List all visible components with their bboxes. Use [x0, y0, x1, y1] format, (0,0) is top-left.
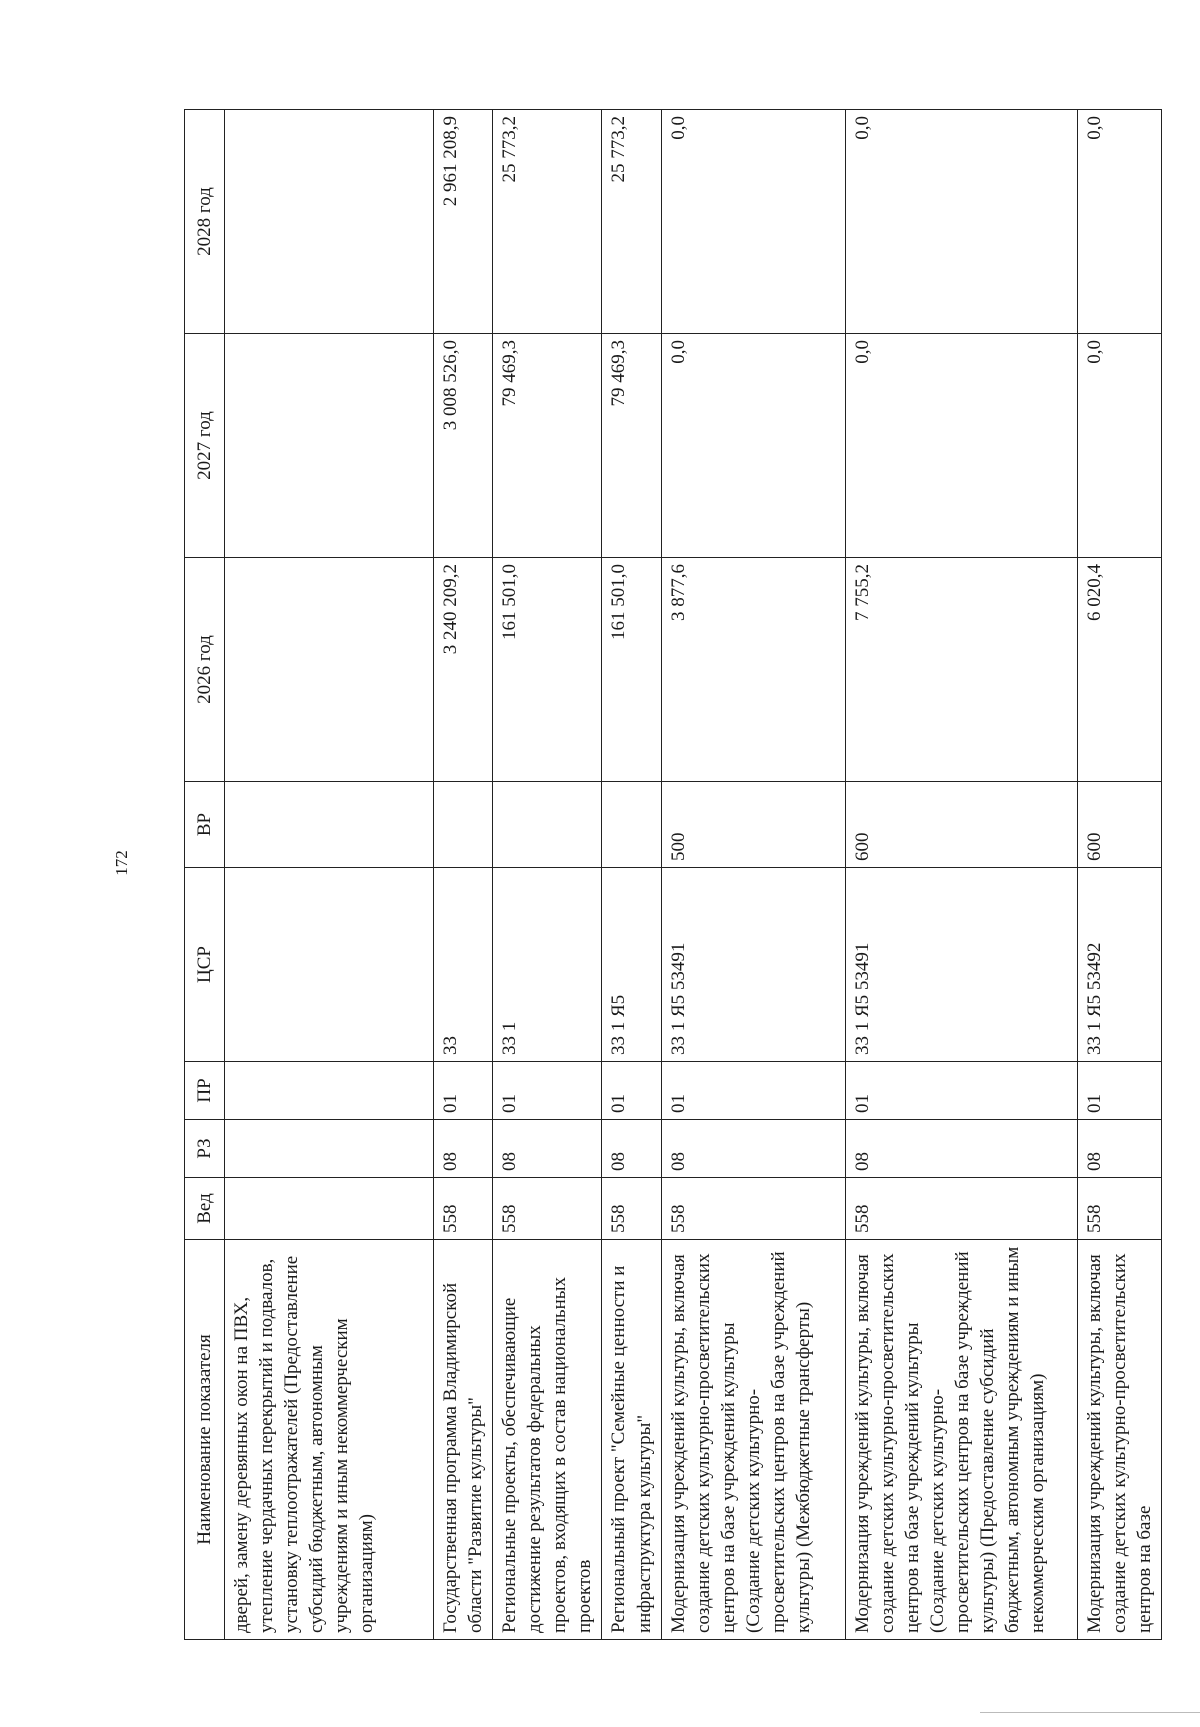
header-2028: 2028 год: [185, 110, 225, 334]
row-rz: 08: [661, 1120, 845, 1178]
row-name: дверей, замену деревянных окон на ПВХ, утепление чердачных перекрытий и подвалов, установку теплоотражателей (Предоставление субсидий бюджетным, автономным учреждениям и иным некоммерческим организациям): [225, 1240, 434, 1640]
row-rz: 08: [1077, 1120, 1161, 1178]
table-row: [225, 110, 434, 1640]
row-vr: [493, 782, 602, 868]
table-row: [845, 110, 1077, 1640]
row-vr: 600: [1077, 782, 1161, 868]
row-pr: 01: [602, 1062, 661, 1120]
header-2026: 2026 год: [185, 558, 225, 782]
row-pr: [225, 1062, 434, 1120]
budget-table: [184, 109, 1162, 1640]
row-ved: 558: [661, 1178, 845, 1240]
row-csr: 33: [434, 868, 493, 1062]
row-2027: 0,0: [1077, 334, 1161, 558]
table-row: [493, 110, 602, 1640]
row-csr: 33 1 Я5 53491: [661, 868, 845, 1062]
row-name: Модернизация учреждений культуры, включая создание детских культурно-просветительских центров на базе учреждений культуры (Создание детских культурно-просветительских центров на базе учреждений культуры) (Предоставление субсидий бюджетным, автономным учреждениям и иным некоммерческим организациям): [845, 1240, 1077, 1640]
row-name: Региональные проекты, обеспечивающие достижение результатов федеральных проектов, входящих в состав национальных проектов: [493, 1240, 602, 1640]
table-row: [1077, 110, 1161, 1640]
row-ved: 558: [602, 1178, 661, 1240]
table-row: [602, 110, 661, 1640]
row-pr: 01: [845, 1062, 1077, 1120]
row-ved: 558: [434, 1178, 493, 1240]
row-pr: 01: [434, 1062, 493, 1120]
row-2026: 7 755,2: [845, 558, 1077, 782]
row-2026: 161 501,0: [602, 558, 661, 782]
row-2027: 3 008 526,0: [434, 334, 493, 558]
table-row: [434, 110, 493, 1640]
row-2027: [225, 334, 434, 558]
row-ved: 558: [1077, 1178, 1161, 1240]
row-vr: [225, 782, 434, 868]
row-pr: 01: [1077, 1062, 1161, 1120]
row-pr: 01: [661, 1062, 845, 1120]
row-vr: [434, 782, 493, 868]
header-pr: ПР: [185, 1062, 225, 1120]
row-rz: 08: [602, 1120, 661, 1178]
header-ved: Вед: [185, 1178, 225, 1240]
row-vr: 600: [845, 782, 1077, 868]
header-2027: 2027 год: [185, 334, 225, 558]
header-csr: ЦСР: [185, 868, 225, 1062]
row-2026: 3 877,6: [661, 558, 845, 782]
row-ved: 558: [845, 1178, 1077, 1240]
row-csr: [225, 868, 434, 1062]
page-number: [108, 838, 136, 888]
row-rz: [225, 1120, 434, 1178]
row-ved: 558: [493, 1178, 602, 1240]
row-rz: 08: [434, 1120, 493, 1178]
row-2028: [225, 110, 434, 334]
row-2026: [225, 558, 434, 782]
row-2028: 0,0: [1077, 110, 1161, 334]
row-name: Региональный проект "Семейные ценности и инфраструктура культуры": [602, 1240, 661, 1640]
header-name: Наименование показателя: [185, 1240, 225, 1640]
row-2027: 0,0: [661, 334, 845, 558]
row-2026: 6 020,4: [1077, 558, 1161, 782]
row-2028: 25 773,2: [602, 110, 661, 334]
scan-edge-line: [980, 1712, 1200, 1713]
row-ved: [225, 1178, 434, 1240]
row-2028: 0,0: [845, 110, 1077, 334]
row-pr: 01: [493, 1062, 602, 1120]
row-2027: 0,0: [845, 334, 1077, 558]
row-2028: 2 961 208,9: [434, 110, 493, 334]
header-vr: ВР: [185, 782, 225, 868]
table-header-row: [185, 110, 225, 1640]
row-vr: 500: [661, 782, 845, 868]
row-rz: 08: [493, 1120, 602, 1178]
row-2028: 0,0: [661, 110, 845, 334]
row-csr: 33 1 Я5 53492: [1077, 868, 1161, 1062]
row-csr: 33 1: [493, 868, 602, 1062]
row-2028: 25 773,2: [493, 110, 602, 334]
table-container: [184, 110, 1155, 1640]
row-name: Модернизация учреждений культуры, включая создание детских культурно-просветительских центров на базе: [1077, 1240, 1161, 1640]
table-row: [661, 110, 845, 1640]
row-csr: 33 1 Я5: [602, 868, 661, 1062]
page-number-text: 172: [112, 850, 131, 876]
row-2026: 3 240 209,2: [434, 558, 493, 782]
row-rz: 08: [845, 1120, 1077, 1178]
row-2027: 79 469,3: [493, 334, 602, 558]
header-rz: РЗ: [185, 1120, 225, 1178]
rotated-table-frame: [184, 110, 1155, 1640]
row-2027: 79 469,3: [602, 334, 661, 558]
row-2026: 161 501,0: [493, 558, 602, 782]
row-name: Государственная программа Владимирской области "Развитие культуры": [434, 1240, 493, 1640]
row-csr: 33 1 Я5 53491: [845, 868, 1077, 1062]
row-name: Модернизация учреждений культуры, включая создание детских культурно-просветительских центров на базе учреждений культуры (Создание детских культурно-просветительских центров на базе учреждений культуры) (Межбюджетные трансферты): [661, 1240, 845, 1640]
row-vr: [602, 782, 661, 868]
